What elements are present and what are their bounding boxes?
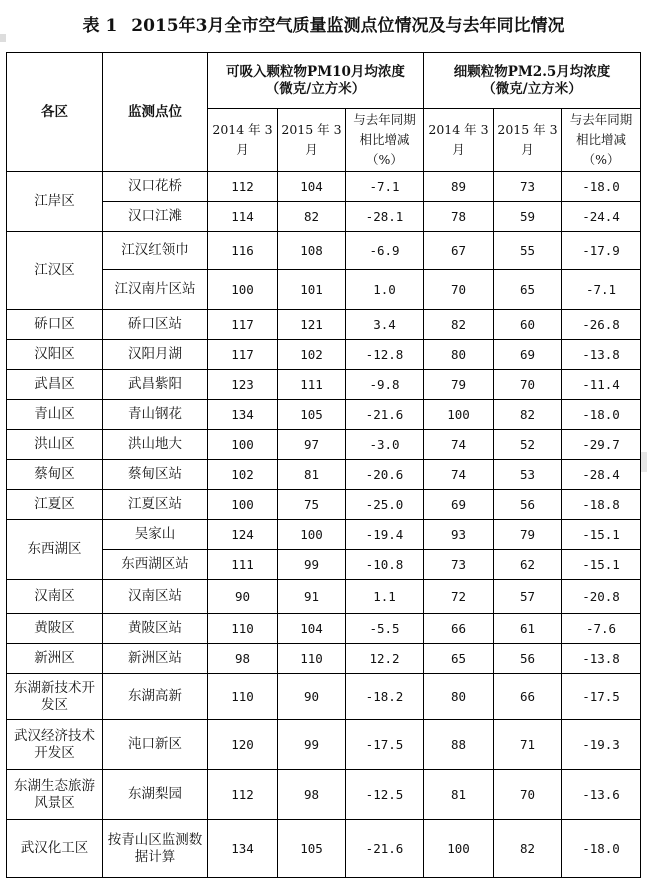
site-cell: 东湖高新	[103, 674, 208, 720]
pm25-change-cell: -7.1	[562, 270, 641, 310]
pm25-change-cell: -15.1	[562, 550, 641, 580]
site-cell: 东湖梨园	[103, 770, 208, 820]
pm25-2014-cell: 79	[424, 370, 494, 400]
table-row	[7, 644, 641, 674]
pm10-2014-cell: 110	[208, 674, 278, 720]
table-row	[7, 310, 641, 340]
table-row	[7, 340, 641, 370]
district-cell: 蔡甸区	[7, 460, 103, 490]
pm25-change-cell: -19.3	[562, 720, 641, 770]
table-row	[7, 400, 641, 430]
pm10-2015-cell: 97	[278, 430, 346, 460]
pm25-2014-cell: 80	[424, 674, 494, 720]
header-pm25-unit: （微克/立方米）	[482, 80, 582, 97]
pm10-2015-cell: 111	[278, 370, 346, 400]
site-cell: 东西湖区站	[103, 550, 208, 580]
pm25-2015-cell: 65	[494, 270, 562, 310]
pm10-change-cell: 12.2	[346, 644, 424, 674]
pm10-2015-cell: 99	[278, 550, 346, 580]
pm25-2015-cell: 66	[494, 674, 562, 720]
pm10-2014-cell: 112	[208, 172, 278, 202]
header-pm10-change: 与去年同期相比增减（%）	[346, 109, 424, 172]
pm25-2015-cell: 57	[494, 580, 562, 614]
pm10-2014-cell: 123	[208, 370, 278, 400]
district-cell: 江岸区	[7, 172, 103, 232]
pm10-change-cell: -19.4	[346, 520, 424, 550]
header-district: 各区	[7, 53, 103, 172]
pm25-2015-cell: 59	[494, 202, 562, 232]
pm25-2014-cell: 74	[424, 460, 494, 490]
district-cell: 硚口区	[7, 310, 103, 340]
pm10-2015-cell: 99	[278, 720, 346, 770]
pm25-change-cell: -13.8	[562, 644, 641, 674]
page-edge-mark	[641, 452, 647, 472]
pm25-2015-cell: 56	[494, 644, 562, 674]
pm10-change-cell: 1.0	[346, 270, 424, 310]
table-caption	[0, 6, 647, 46]
pm10-2014-cell: 90	[208, 580, 278, 614]
pm10-2014-cell: 100	[208, 270, 278, 310]
pm10-2014-cell: 117	[208, 340, 278, 370]
pm25-2015-cell: 52	[494, 430, 562, 460]
site-cell: 汉阳月湖	[103, 340, 208, 370]
district-cell: 汉南区	[7, 580, 103, 614]
site-cell: 洪山地大	[103, 430, 208, 460]
district-cell: 武汉化工区	[7, 820, 103, 878]
district-cell: 武昌区	[7, 370, 103, 400]
pm10-2015-cell: 81	[278, 460, 346, 490]
pm10-2015-cell: 105	[278, 820, 346, 878]
table-title: 2015年3月全市空气质量监测点位情况及与去年同比情况	[131, 16, 565, 36]
pm25-change-cell: -28.4	[562, 460, 641, 490]
header-pm10	[208, 53, 424, 109]
site-cell: 新洲区站	[103, 644, 208, 674]
header-pm25-2014: 2014 年 3 月	[424, 109, 494, 172]
site-cell: 武昌紫阳	[103, 370, 208, 400]
site-cell: 按青山区监测数据计算	[103, 820, 208, 878]
district-cell: 东湖生态旅游风景区	[7, 770, 103, 820]
pm25-2015-cell: 79	[494, 520, 562, 550]
district-cell: 新洲区	[7, 644, 103, 674]
table-row	[7, 720, 641, 770]
pm10-change-cell: -28.1	[346, 202, 424, 232]
pm10-2015-cell: 90	[278, 674, 346, 720]
pm25-2015-cell: 73	[494, 172, 562, 202]
pm10-2015-cell: 108	[278, 232, 346, 270]
pm10-2015-cell: 102	[278, 340, 346, 370]
pm10-2015-cell: 100	[278, 520, 346, 550]
pm10-2015-cell: 75	[278, 490, 346, 520]
pm25-2014-cell: 100	[424, 400, 494, 430]
header-site: 监测点位	[103, 53, 208, 172]
header-pm10-2014: 2014 年 3 月	[208, 109, 278, 172]
pm10-change-cell: -12.5	[346, 770, 424, 820]
pm25-2015-cell: 82	[494, 820, 562, 878]
pm10-change-cell: -21.6	[346, 400, 424, 430]
pm10-2014-cell: 110	[208, 614, 278, 644]
table-number: 表 1	[82, 16, 118, 36]
pm25-2014-cell: 100	[424, 820, 494, 878]
pm10-2014-cell: 98	[208, 644, 278, 674]
pm25-change-cell: -11.4	[562, 370, 641, 400]
pm25-change-cell: -26.8	[562, 310, 641, 340]
district-cell: 东湖新技术开发区	[7, 674, 103, 720]
header-pm25	[424, 53, 641, 109]
pm25-2015-cell: 61	[494, 614, 562, 644]
pm25-2014-cell: 72	[424, 580, 494, 614]
pm10-2014-cell: 102	[208, 460, 278, 490]
pm25-2014-cell: 81	[424, 770, 494, 820]
table-row	[7, 490, 641, 520]
header-pm25-2015: 2015 年 3 月	[494, 109, 562, 172]
pm25-change-cell: -7.6	[562, 614, 641, 644]
pm25-2014-cell: 80	[424, 340, 494, 370]
pm10-change-cell: -9.8	[346, 370, 424, 400]
pm10-2015-cell: 82	[278, 202, 346, 232]
pm10-change-cell: 1.1	[346, 580, 424, 614]
district-cell: 黄陂区	[7, 614, 103, 644]
pm25-2014-cell: 78	[424, 202, 494, 232]
pm25-change-cell: -29.7	[562, 430, 641, 460]
pm10-change-cell: -6.9	[346, 232, 424, 270]
pm25-change-cell: -17.9	[562, 232, 641, 270]
pm10-2015-cell: 105	[278, 400, 346, 430]
pm25-change-cell: -13.8	[562, 340, 641, 370]
site-cell: 青山钢花	[103, 400, 208, 430]
district-cell: 东西湖区	[7, 520, 103, 580]
table-row	[7, 550, 641, 580]
pm10-change-cell: -10.8	[346, 550, 424, 580]
header-pm10-2015: 2015 年 3 月	[278, 109, 346, 172]
pm25-2014-cell: 89	[424, 172, 494, 202]
pm10-change-cell: -7.1	[346, 172, 424, 202]
pm25-2014-cell: 82	[424, 310, 494, 340]
table-row	[7, 820, 641, 878]
pm10-2014-cell: 100	[208, 430, 278, 460]
pm25-change-cell: -18.0	[562, 172, 641, 202]
pm10-2015-cell: 121	[278, 310, 346, 340]
table-row	[7, 614, 641, 644]
table-row	[7, 770, 641, 820]
pm25-2014-cell: 74	[424, 430, 494, 460]
pm25-2015-cell: 62	[494, 550, 562, 580]
table-row	[7, 674, 641, 720]
pm25-2014-cell: 65	[424, 644, 494, 674]
pm10-change-cell: -12.8	[346, 340, 424, 370]
pm10-2014-cell: 120	[208, 720, 278, 770]
site-cell: 汉口花桥	[103, 172, 208, 202]
pm10-2014-cell: 124	[208, 520, 278, 550]
pm10-2014-cell: 116	[208, 232, 278, 270]
header-pm25-title: 细颗粒物PM2.5月均浓度	[453, 63, 611, 80]
pm10-change-cell: 3.4	[346, 310, 424, 340]
site-cell: 江汉红领巾	[103, 232, 208, 270]
site-cell: 江汉南片区站	[103, 270, 208, 310]
pm25-2015-cell: 56	[494, 490, 562, 520]
pm10-change-cell: -17.5	[346, 720, 424, 770]
pm10-change-cell: -18.2	[346, 674, 424, 720]
table-row	[7, 172, 641, 202]
site-cell: 汉南区站	[103, 580, 208, 614]
pm25-change-cell: -17.5	[562, 674, 641, 720]
pm10-2015-cell: 110	[278, 644, 346, 674]
pm10-2014-cell: 111	[208, 550, 278, 580]
district-cell: 江汉区	[7, 232, 103, 310]
pm10-change-cell: -25.0	[346, 490, 424, 520]
site-cell: 黄陂区站	[103, 614, 208, 644]
pm10-2015-cell: 98	[278, 770, 346, 820]
pm25-2015-cell: 70	[494, 770, 562, 820]
header-pm10-unit: （微克/立方米）	[265, 80, 366, 97]
pm10-change-cell: -20.6	[346, 460, 424, 490]
pm10-2014-cell: 100	[208, 490, 278, 520]
pm25-2015-cell: 60	[494, 310, 562, 340]
pm25-2015-cell: 71	[494, 720, 562, 770]
air-quality-table	[6, 52, 641, 878]
table-row	[7, 232, 641, 270]
pm25-change-cell: -20.8	[562, 580, 641, 614]
table-row	[7, 580, 641, 614]
site-cell: 蔡甸区站	[103, 460, 208, 490]
site-cell: 沌口新区	[103, 720, 208, 770]
pm25-2014-cell: 73	[424, 550, 494, 580]
pm10-change-cell: -3.0	[346, 430, 424, 460]
site-cell: 汉口江滩	[103, 202, 208, 232]
header-pm25-change: 与去年同期相比增减（%）	[562, 109, 641, 172]
pm25-change-cell: -15.1	[562, 520, 641, 550]
pm10-2015-cell: 101	[278, 270, 346, 310]
pm25-change-cell: -18.0	[562, 820, 641, 878]
pm25-change-cell: -24.4	[562, 202, 641, 232]
pm25-2014-cell: 66	[424, 614, 494, 644]
pm10-2014-cell: 117	[208, 310, 278, 340]
pm25-2015-cell: 55	[494, 232, 562, 270]
table-row	[7, 270, 641, 310]
pm25-2015-cell: 69	[494, 340, 562, 370]
pm10-2015-cell: 104	[278, 614, 346, 644]
table-row	[7, 520, 641, 550]
pm10-2014-cell: 134	[208, 400, 278, 430]
pm25-2014-cell: 70	[424, 270, 494, 310]
table-row	[7, 430, 641, 460]
pm25-2015-cell: 53	[494, 460, 562, 490]
pm25-2015-cell: 82	[494, 400, 562, 430]
pm25-change-cell: -13.6	[562, 770, 641, 820]
district-cell: 青山区	[7, 400, 103, 430]
pm25-2014-cell: 67	[424, 232, 494, 270]
pm10-change-cell: -5.5	[346, 614, 424, 644]
pm10-2014-cell: 114	[208, 202, 278, 232]
pm25-2014-cell: 93	[424, 520, 494, 550]
district-cell: 汉阳区	[7, 340, 103, 370]
table-row	[7, 460, 641, 490]
site-cell: 江夏区站	[103, 490, 208, 520]
table-body	[7, 172, 641, 878]
site-cell: 吴家山	[103, 520, 208, 550]
pm25-2015-cell: 70	[494, 370, 562, 400]
pm10-2014-cell: 134	[208, 820, 278, 878]
pm10-2015-cell: 104	[278, 172, 346, 202]
pm10-change-cell: -21.6	[346, 820, 424, 878]
district-cell: 洪山区	[7, 430, 103, 460]
table-row	[7, 370, 641, 400]
pm25-change-cell: -18.8	[562, 490, 641, 520]
district-cell: 江夏区	[7, 490, 103, 520]
pm25-2014-cell: 88	[424, 720, 494, 770]
table-row	[7, 202, 641, 232]
site-cell: 硚口区站	[103, 310, 208, 340]
pm25-change-cell: -18.0	[562, 400, 641, 430]
pm10-2015-cell: 91	[278, 580, 346, 614]
district-cell: 武汉经济技术开发区	[7, 720, 103, 770]
pm25-2014-cell: 69	[424, 490, 494, 520]
header-pm10-title: 可吸入颗粒物PM10月均浓度	[226, 63, 405, 80]
pm10-2014-cell: 112	[208, 770, 278, 820]
